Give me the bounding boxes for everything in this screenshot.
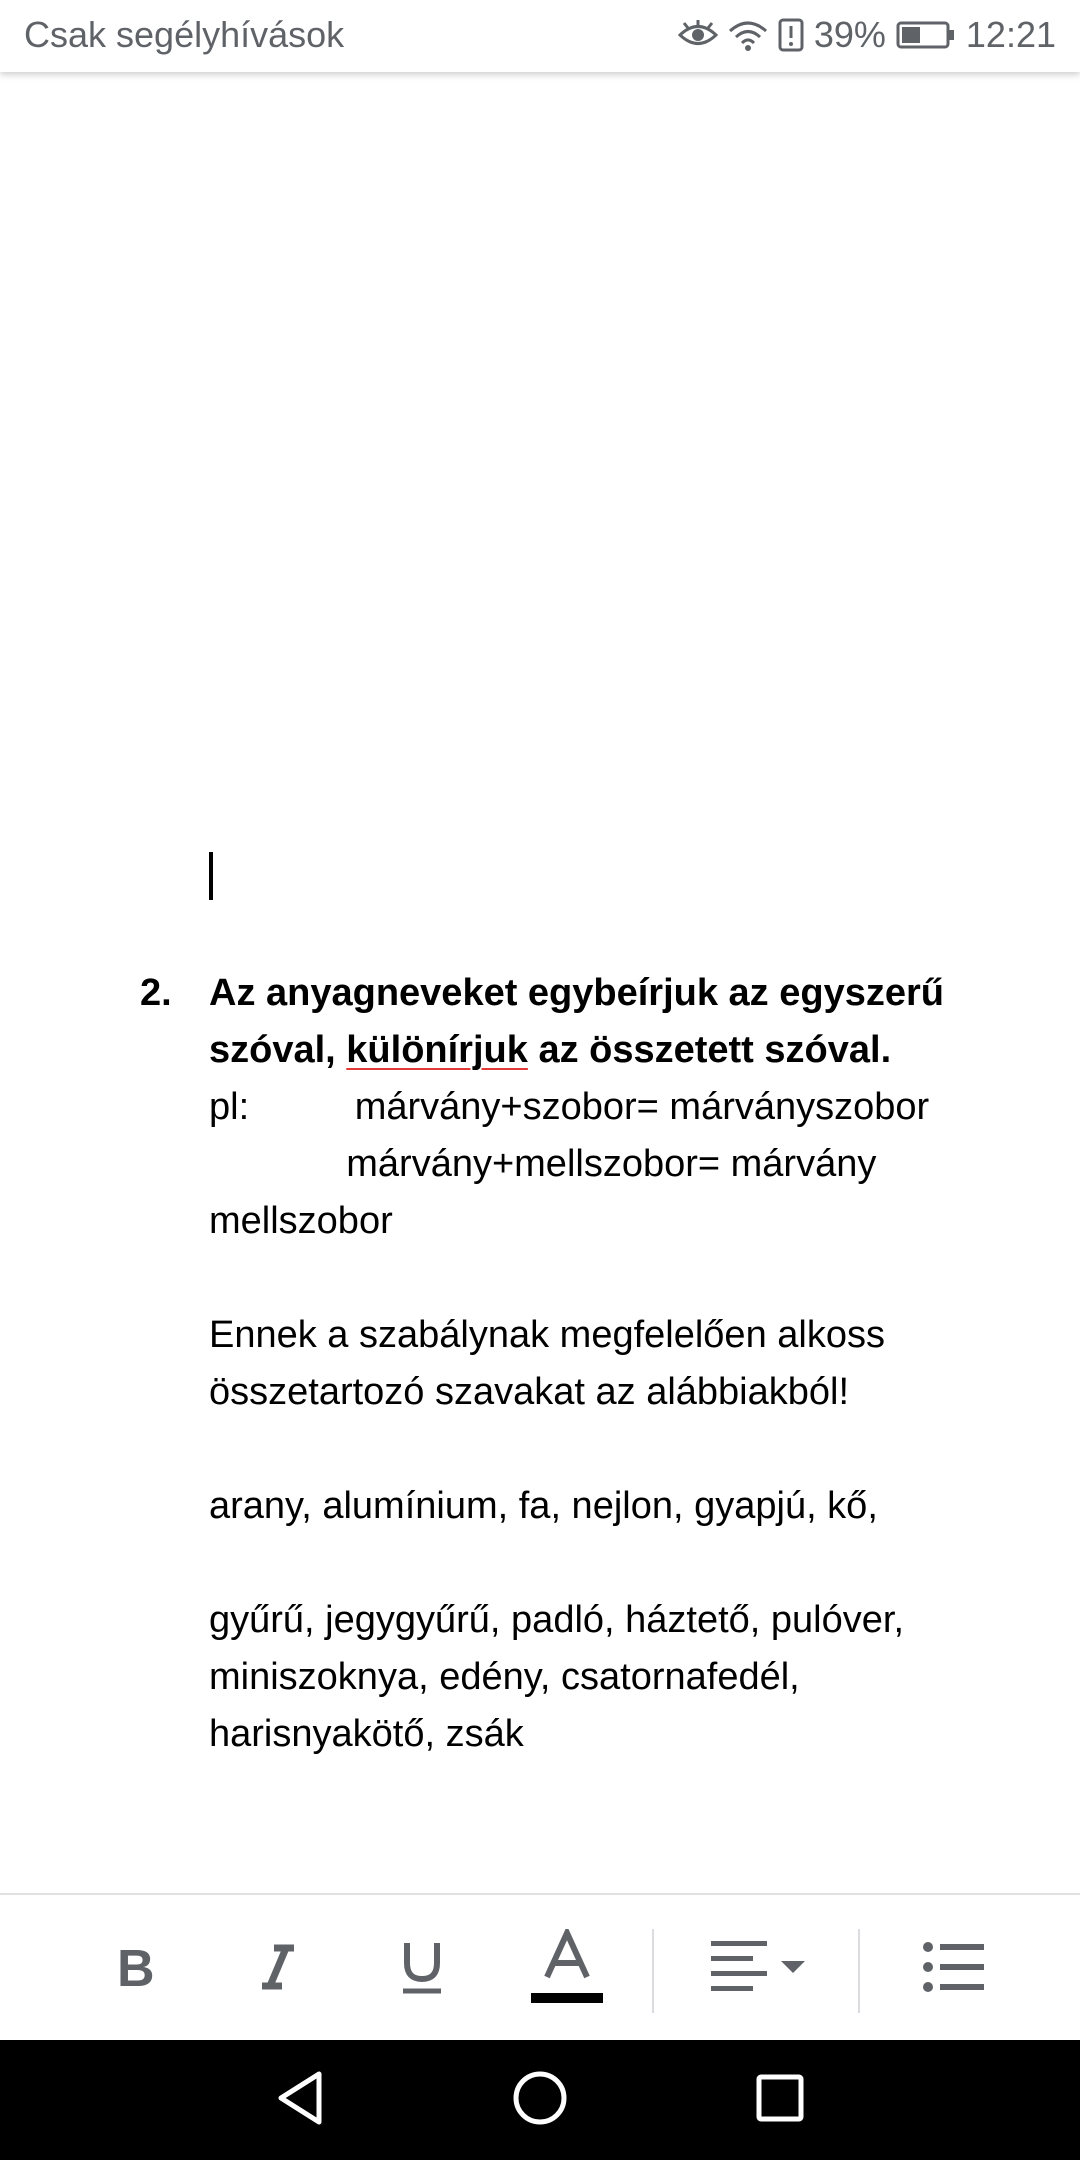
back-icon (275, 2070, 325, 2131)
example-line-1: pl: márvány+szobor= márványszobor (209, 1086, 930, 1128)
back-button[interactable] (240, 2040, 360, 2160)
toolbar-divider-2 (858, 1929, 860, 2013)
text-cursor (209, 852, 213, 900)
toolbar-divider (652, 1929, 654, 2013)
document-canvas[interactable] (0, 72, 1080, 1892)
objects-list: gyűrű, jegygyűrű, padló, háztető, pulóver, miniszoknya, edény, csatornafedél, harisnyakötő, zsák (209, 1599, 905, 1755)
navigation-bar (0, 2040, 1080, 2160)
home-icon (512, 2070, 568, 2131)
battery-alert-icon (778, 18, 804, 52)
battery-percent: 39% (813, 14, 886, 55)
list-button[interactable] (904, 1895, 1004, 2043)
bold-button[interactable] (95, 1895, 175, 2043)
align-button[interactable] (704, 1895, 814, 2043)
align-icon (709, 1937, 809, 2002)
list-item-body[interactable] (209, 965, 1029, 1763)
list-number: 2. (140, 972, 172, 1014)
underline-icon (399, 1939, 445, 2000)
italic-button[interactable] (238, 1895, 318, 2043)
materials-list: arany, alumínium, fa, nejlon, gyapjú, kő, (209, 1485, 878, 1527)
list-icon (922, 1941, 986, 1998)
formatting-toolbar (0, 1893, 1080, 2043)
recents-icon (755, 2073, 805, 2128)
status-bar (0, 0, 1080, 72)
example-line-3: mellszobor (209, 1200, 393, 1242)
underline-button[interactable] (382, 1895, 462, 2043)
battery-icon (896, 20, 956, 50)
recents-button[interactable] (720, 2040, 840, 2160)
heading-part-1: Az anyagneveket egybeírjuk az egyszerű szóval, (209, 972, 944, 1071)
wifi-icon (728, 19, 768, 51)
instruction-text: Ennek a szabálynak megfelelően alkoss összetartozó szavakat az alábbiakból! (209, 1314, 885, 1413)
italic-icon (258, 1942, 298, 1997)
rule-heading (209, 965, 1029, 1079)
svg-text:B: B (117, 1941, 155, 1992)
eye-icon (678, 20, 718, 50)
bold-icon (115, 1942, 155, 1997)
heading-part-2: az összetett szóval. (538, 1029, 892, 1071)
home-button[interactable] (480, 2040, 600, 2160)
text-color-button[interactable] (527, 1895, 607, 2043)
text-color-icon (531, 1929, 603, 2010)
example-line-2: márvány+mellszobor= márvány (209, 1143, 877, 1185)
carrier-text: Csak segélyhívások (24, 14, 345, 55)
misspelled-word[interactable]: különírjuk (346, 1029, 528, 1071)
clock: 12:21 (965, 14, 1056, 55)
